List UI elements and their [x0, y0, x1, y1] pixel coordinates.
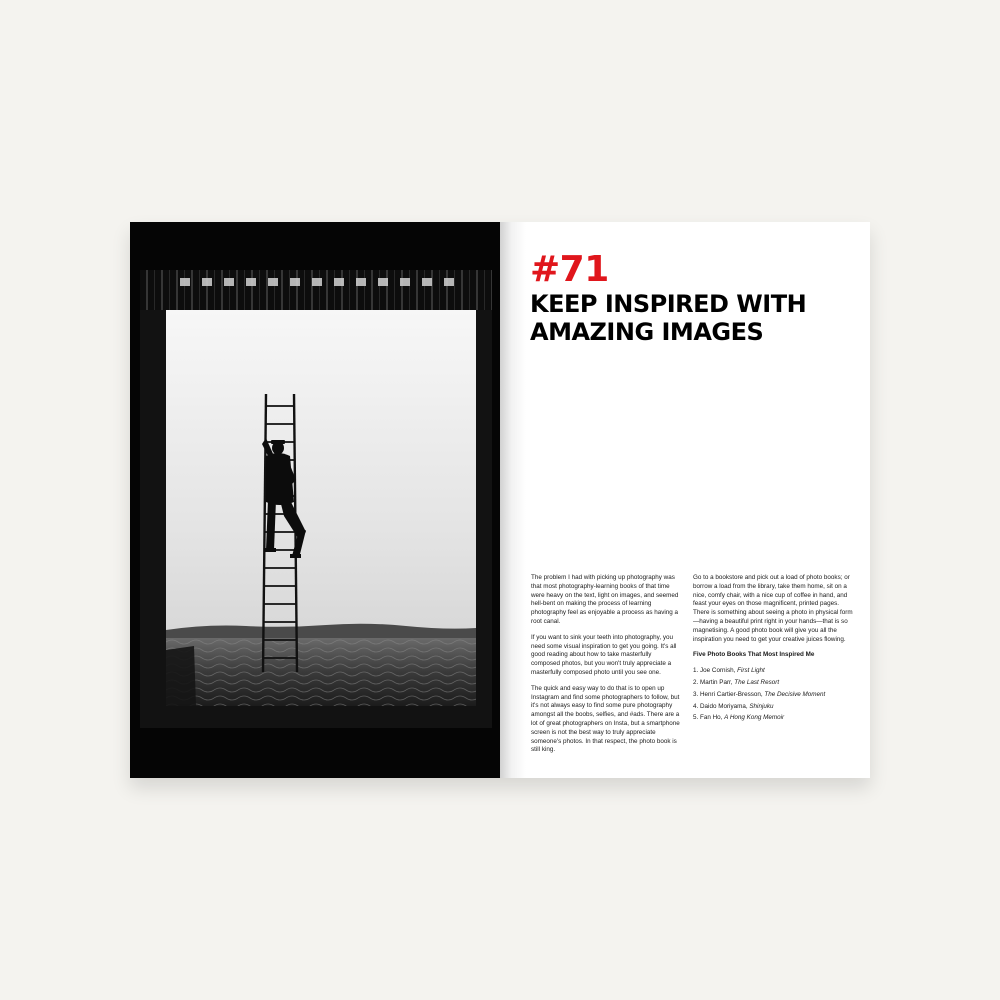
body-column-right	[693, 574, 853, 726]
chapter-title-line-1: KEEP INSPIRED WITH	[530, 290, 807, 318]
body-column-left	[531, 574, 681, 762]
list-item: 1. Joe Cornish, First Light	[693, 667, 765, 675]
list-item: 5. Fan Ho, A Hong Kong Memoir	[693, 714, 785, 722]
photo-print-frame	[140, 270, 492, 728]
foreground-edge	[166, 646, 196, 706]
paragraph: Go to a bookstore and pick out a load of photo books; or borrow a load from the library, take them home, sit on a nice, comfy chair, with a nice cup of coffee in hand, and feast your eyes on those magnificent, printed pages. There is something about seeing a photo in physical form—having a beautiful print right in your hands—that is so magnetising. A good photo book will give you all the inspiration you need to get your creative juices flowing.	[693, 574, 853, 643]
list-item: 3. Henri Cartier-Bresson, The Decisive Moment	[693, 690, 826, 698]
left-page	[130, 222, 500, 778]
right-page	[500, 222, 870, 778]
chapter-title-line-2: AMAZING IMAGES	[530, 318, 764, 346]
book-list	[693, 667, 853, 723]
list-item: 2. Martin Parr, The Last Resort	[693, 678, 780, 686]
chapter-heading	[530, 250, 850, 346]
ladder-photo	[166, 310, 476, 706]
paragraph: The quick and easy way to do that is to open up Instagram and find some photographers to follow, but it's not always easy to find some pure photography amongst all the boobs, selfies, and #ads. There are a lot of great photographers on Insta, but a smartphone screen is not the best way to truly appreciate someone's photos. In that respect, the photo book is still king.	[531, 684, 680, 754]
water-ripples	[166, 638, 476, 706]
book-list-title: Five Photo Books That Most Inspired Me	[693, 651, 815, 659]
chapter-number: #71	[530, 249, 609, 290]
paragraph: If you want to sink your teeth into photography, you need some visual inspiration to get you going. It's all good reading about how to take masterfully composed photos, but you won't truly appreciate a masterfully composed photo until you see one.	[531, 633, 677, 676]
film-edge	[140, 270, 492, 310]
ladder-photo-drawing	[166, 310, 476, 706]
paragraph: The problem I had with picking up photography was that most photography-learning books of that time were heavy on the text, light on images, and seemed hell-bent on making the process of learning photography feel as enjoyable a process as having a root canal.	[531, 574, 679, 625]
list-item: 4. Daido Moriyama, Shinjuku	[693, 702, 774, 710]
book-spread	[130, 222, 870, 778]
